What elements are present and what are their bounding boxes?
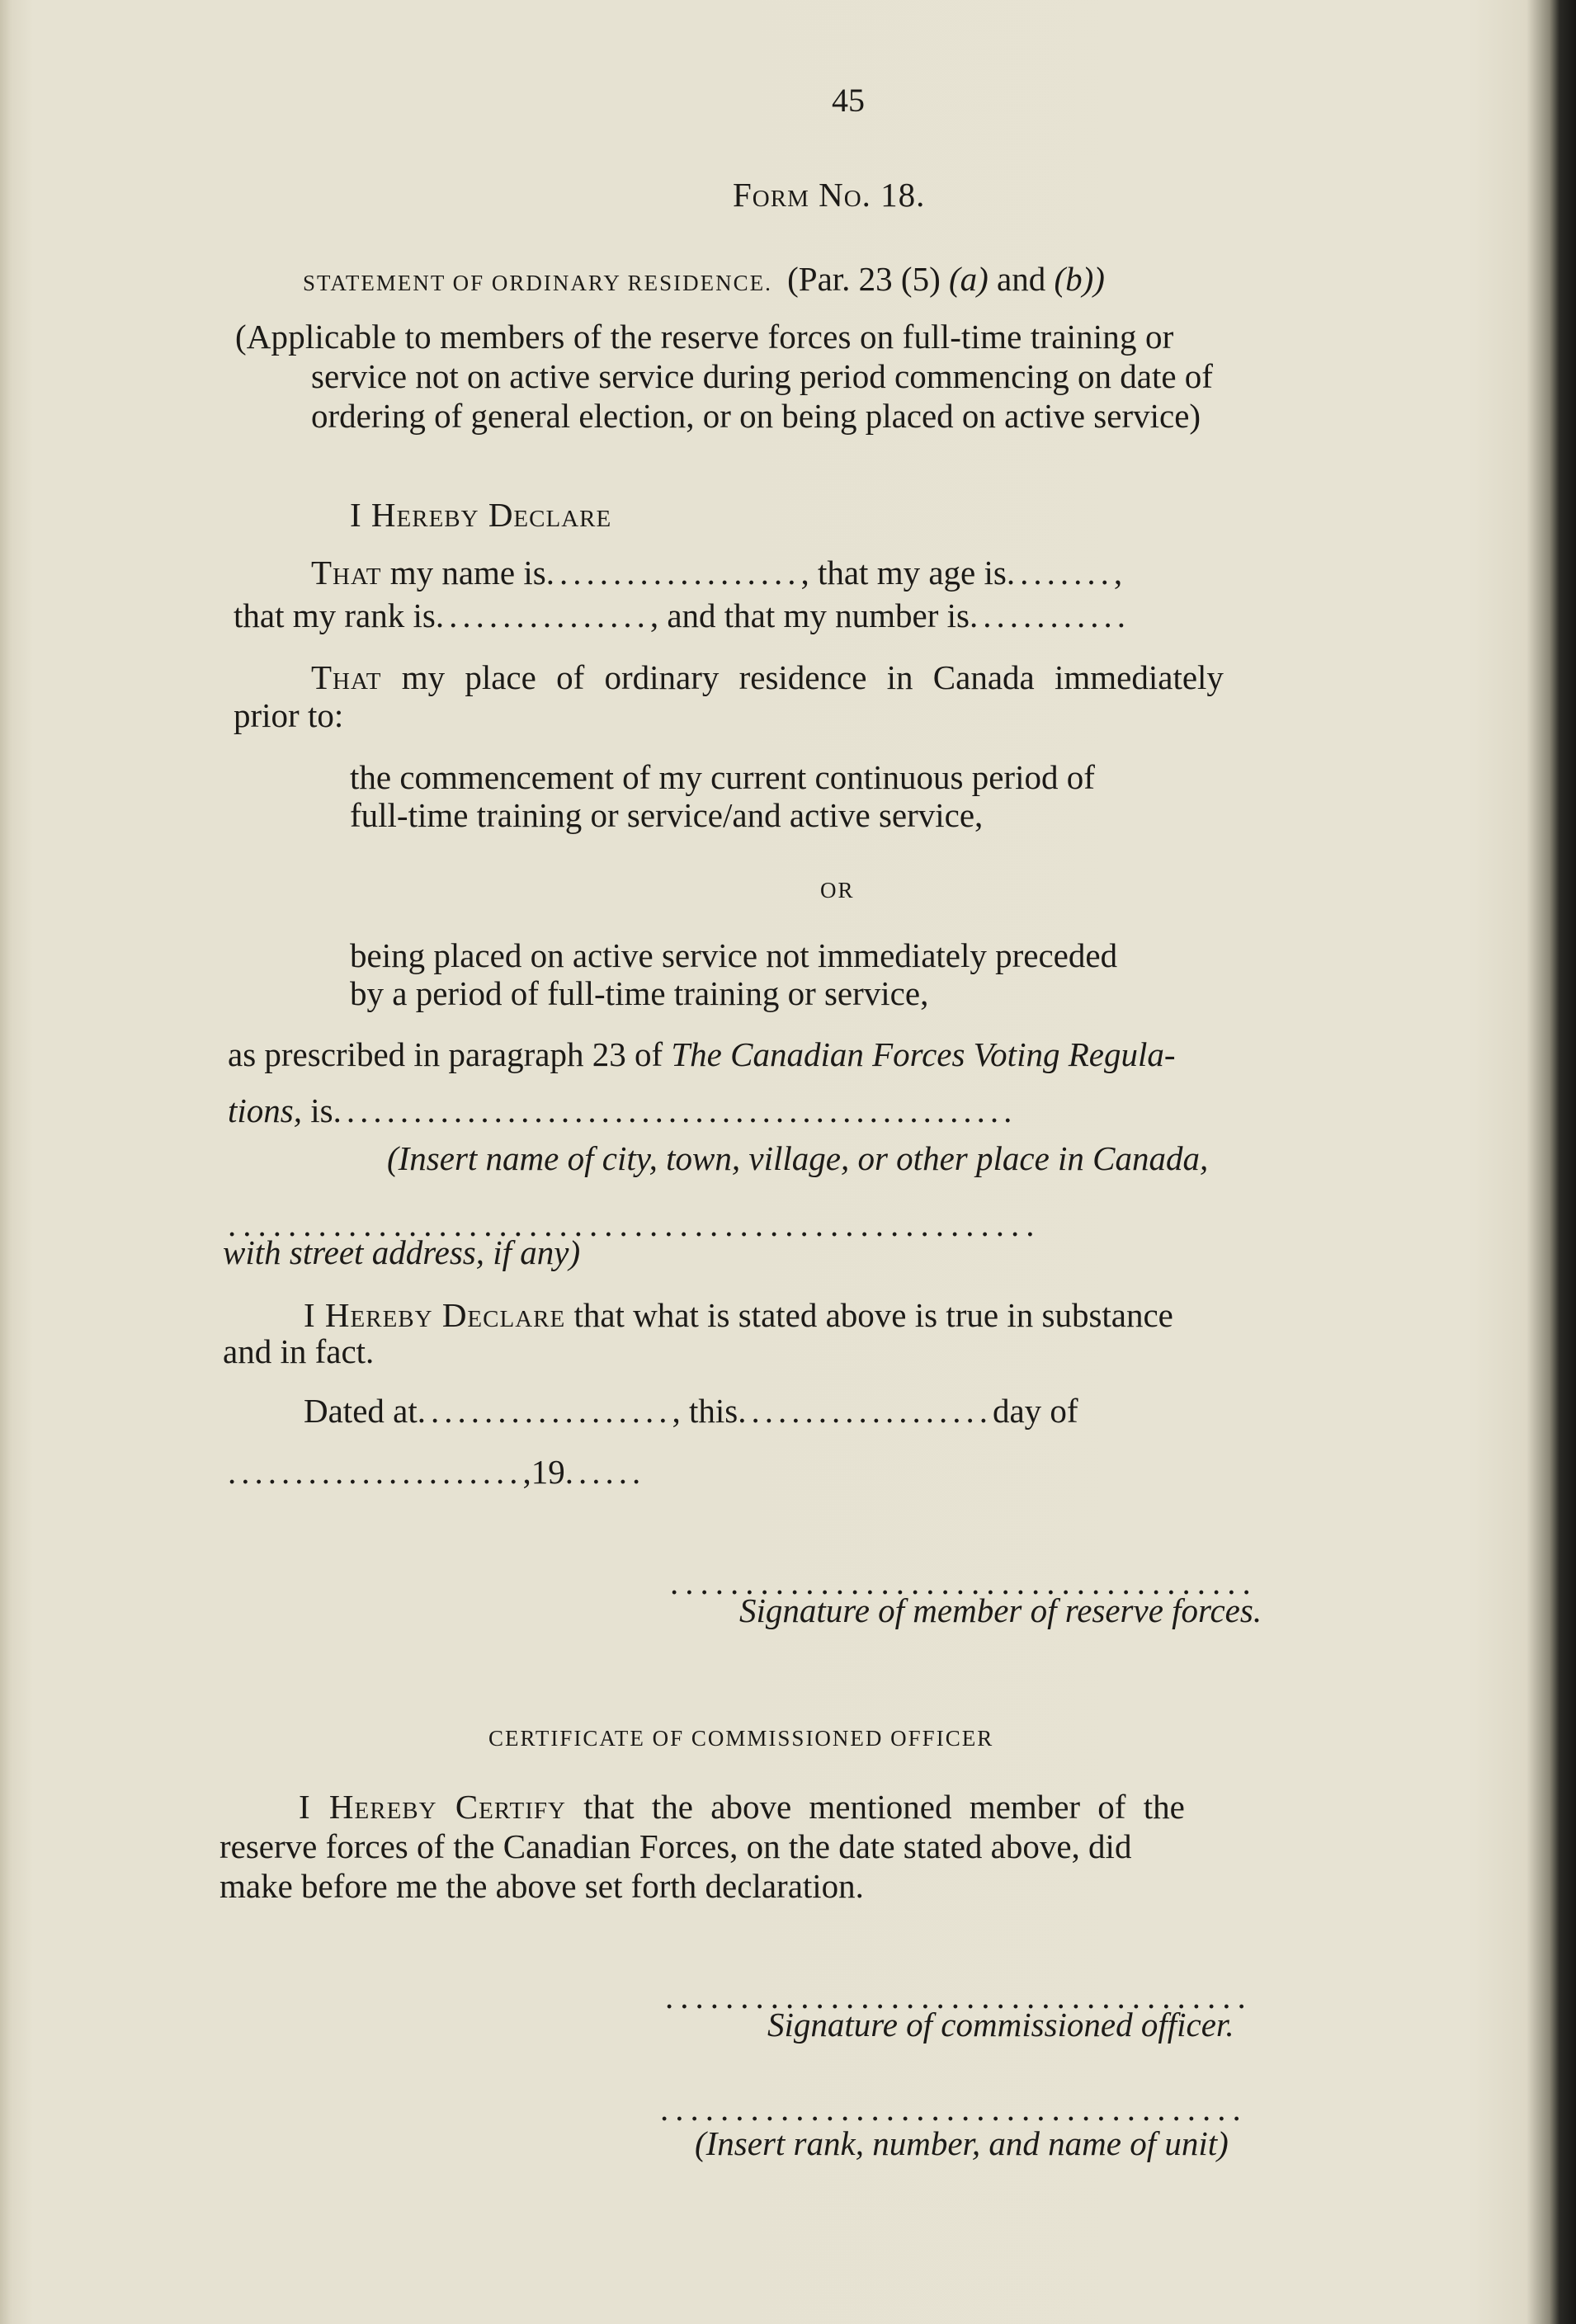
is-label: is — [310, 1091, 333, 1129]
residence-blank: ................................................... — [333, 1091, 1017, 1129]
applicability-line-3: ordering of general election, or on being placed on active service) — [311, 397, 1201, 435]
rank-number-line — [234, 596, 1130, 635]
number-blank: ............ — [970, 596, 1130, 634]
truth-declaration-line-1 — [304, 1295, 1173, 1335]
page-number: 45 — [832, 82, 865, 119]
dated-at-label: Dated at — [304, 1392, 418, 1430]
officer-signature-label: Signature of commissioned officer. — [767, 2006, 1234, 2044]
street-address-instruction: with street address, if any) — [223, 1233, 581, 1271]
option2-line-2: by a period of full-time training or service, — [350, 974, 929, 1012]
month-blank: ...................... — [228, 1453, 523, 1491]
reference-and: and — [997, 260, 1046, 298]
day-blank: ................... — [738, 1392, 993, 1430]
residence-line-2: prior to: — [234, 696, 344, 734]
address-dots: ...................................................... — [228, 1205, 1041, 1243]
applicability-line-1: (Applicable to members of the reserve forces on full-time training or — [235, 318, 1174, 356]
truth-text: that what is stated above is true in substance — [573, 1296, 1173, 1334]
certificate-heading: CERTIFICATE OF COMMISSIONED OFFICER — [488, 1726, 994, 1751]
regulations-title-end: tions, — [228, 1091, 302, 1129]
certify-keyword: I Hereby Certify — [299, 1788, 566, 1826]
age-label: , that my age is — [800, 554, 1007, 592]
that-keyword-2: That — [311, 658, 382, 696]
certify-line-1 — [299, 1787, 1185, 1827]
unit-dots: ....................................... — [660, 2090, 1248, 2128]
number-label: , and that my number is — [649, 596, 970, 634]
certify-line-3: make before me the above set forth declaration. — [219, 1867, 864, 1905]
statement-caption: STATEMENT OF ORDINARY RESIDENCE. — [303, 271, 772, 295]
reference-prefix: (Par. 23 (5) — [787, 260, 941, 298]
prescribed-line — [228, 1035, 1176, 1074]
declare-keyword: I Hereby Declare — [304, 1296, 566, 1334]
declare-heading: I Hereby Declare — [350, 496, 612, 534]
residence-line-1 — [311, 658, 1224, 697]
name-label: my name is — [389, 554, 546, 592]
regulations-title: The Canadian Forces Voting Regula- — [671, 1035, 1176, 1073]
member-signature-label: Signature of member of reserve forces. — [739, 1591, 1262, 1629]
officer-signature-dots: ....................................... — [665, 1978, 1253, 2015]
year-line — [228, 1452, 645, 1492]
or-separator: OR — [820, 878, 855, 903]
reference-a: (a) — [948, 260, 989, 298]
rank-blank: ................ — [435, 596, 650, 634]
year-prefix: ,19 — [522, 1453, 565, 1491]
member-signature-dots: ....................................... — [670, 1563, 1257, 1601]
prescribed-text: as prescribed in paragraph 23 of — [228, 1035, 663, 1073]
reference-b: (b)) — [1054, 260, 1105, 298]
day-of-label: day of — [992, 1392, 1078, 1430]
residence-text: my place of ordinary residence in Canada immediately — [401, 658, 1224, 696]
that-keyword: That — [311, 554, 382, 592]
option2-line-1: being placed on active service not immediately preceded — [350, 936, 1118, 974]
unit-blank — [660, 2089, 1248, 2128]
insert-place-instruction: (Insert name of city, town, village, or other place in Canada, — [387, 1139, 1209, 1177]
residence-place-line — [228, 1091, 1017, 1130]
place-blank: ................... — [417, 1392, 672, 1430]
dated-line — [304, 1391, 1078, 1431]
age-blank: ........ — [1006, 554, 1114, 592]
truth-declaration-line-2: and in fact. — [223, 1332, 375, 1370]
rank-label: that my rank is — [234, 596, 436, 634]
age-comma: , — [1113, 554, 1123, 592]
option1-line-1: the commencement of my current continuous period of — [350, 758, 1095, 796]
applicability-line-2: service not on active service during period commencing on date of — [311, 357, 1213, 395]
this-label: , this — [672, 1392, 738, 1430]
year-blank: ...... — [564, 1453, 646, 1491]
statement-heading — [303, 259, 1105, 303]
form-title: Form No. 18. — [733, 176, 926, 214]
name-blank: ................... — [545, 554, 801, 592]
unit-instruction: (Insert rank, number, and name of unit) — [695, 2124, 1229, 2162]
certify-line-2: reserve forces of the Canadian Forces, on the date stated above, did — [219, 1827, 1132, 1865]
certify-text-1: that the above mentioned member of the — [583, 1788, 1185, 1826]
option1-line-2: full-time training or service/and active service, — [350, 796, 984, 834]
name-age-line — [311, 553, 1122, 592]
